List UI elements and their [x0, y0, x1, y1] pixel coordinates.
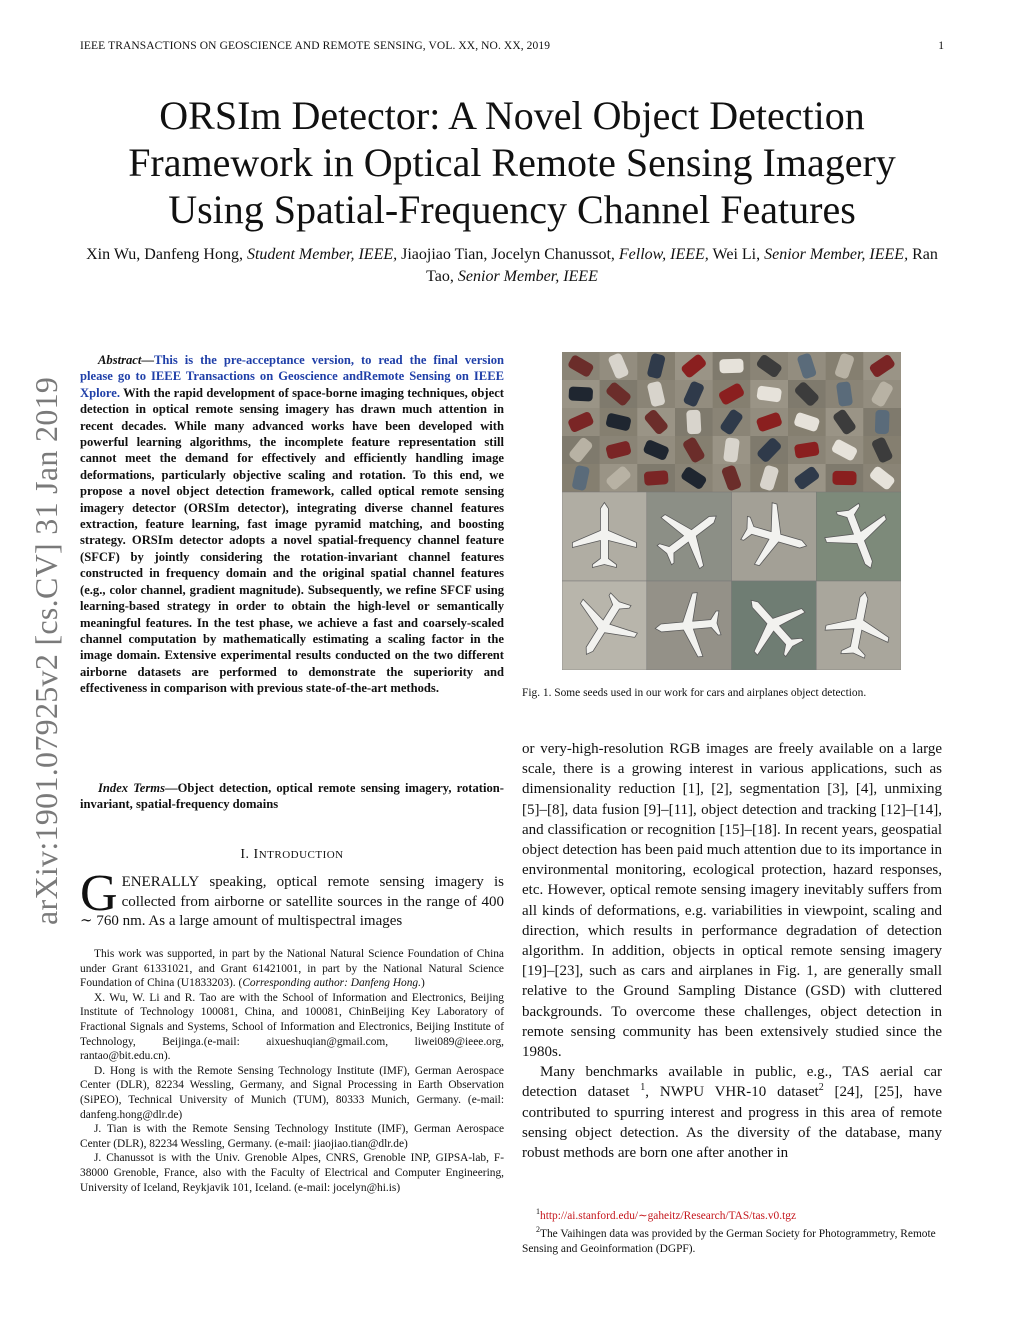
car-icon	[568, 386, 593, 401]
abstract-label: Abstract	[98, 353, 142, 367]
dropcap-letter: G	[80, 865, 118, 922]
affiliation-footnotes	[80, 947, 504, 1195]
airplane-tiles	[562, 490, 901, 670]
index-terms: Index Terms—Object detection, optical remote sensing imagery, rotation-invariant, spatial-frequency domains	[80, 781, 504, 812]
index-terms-label: Index Terms	[98, 781, 165, 795]
section-heading-introduction: I. INTRODUCTION	[240, 847, 344, 862]
abstract-body: With the rapid development of space-borne imaging techniques, object detection in optical remote sensing imagery has drawn much attention in recent decades. While many advanced works have been developed with powerful learning algorithms, the incomplete feature representation still cannot meet the demand for effectively and efficiently handling image deformations, particularly objective scaling and rotation. To this end, we propose a novel object detection framework, called optical remote sensing imagery detector (ORSIm detector), integrating diverse channel features extraction, feature learning, fast image pyramid matching, and boosting strategy. ORSIm detector adopts a novel spatial-frequency channel feature (SFCF) by jointly considering the rotation-invariant channel features constructed in frequency domain and the original spatial channel features (e.g., color channel, gradient magnitude). Subsequently, we refine SFCF using learning-based strategy in order to obtain the high-level or semantically meaningful features. In the test phase, we achieve a fast and coarsely-scaled channel computation by mathematically estimating a scaling factor in the image domain. Extensive experimental results conducted on the two different airborne datasets are performed to demonstrate the superiority and effectiveness in comparison with previous state-of-the-art methods.	[80, 385, 504, 696]
affiliation-footnote: J. Tian is with the Remote Sensing Technology Institute (IMF), German Aerospace Center (DLR), 82234 Wessling, Germany. (e-mail: jiaojiao.tian@dlr.de)	[80, 1123, 504, 1150]
title-line: Framework in Optical Remote Sensing Imagery	[128, 140, 896, 185]
figure-caption: Fig. 1. Some seeds used in our work for cars and airplanes object detection.	[522, 687, 867, 699]
abstract-notice-link[interactable]: This is the pre-acceptance version, to read the final version please go to IEEE Transactions on Geoscience andRemote Sensing on IEEE Xplore.	[80, 353, 504, 400]
footnote-2: $^2$The Vaihingen data was provided by the German Society for Photogrammetry, Remote Sensing and Geoinformation (DGPF).	[522, 1225, 936, 1255]
paper-title	[80, 92, 944, 233]
introduction-paragraph: GENERALLY speaking, optical remote sensing imagery is collected from airborne or satellite sources in the range of 400 ∼ 760 nm. As a large amount of multispectral images	[80, 865, 504, 930]
arxiv-identifier: arXiv:1901.07925v2 [cs.CV] 31 Jan 2019	[28, 376, 64, 925]
funding-footnote: This work was supported, in part by the National Natural Science Foundation of China under Grant 61331021, and Grant 61421001, in part by the National Natural Science Foundation of China (U1833203). (Corresponding author: Danfeng Hong.)	[80, 948, 504, 990]
tas-dataset-link[interactable]: http://ai.stanford.edu/∼gaheitz/Research/TAS/tas.v0.tgz	[540, 1209, 796, 1222]
body-paragraph: Many benchmarks available in public, e.g., TAS aerial car detection dataset $^1$, NWPU VHR-10 dataset$^2$ [24], [25], have contributed to spurring interest and progress in this area of remote sensing object detection. As the diversity of the database, many robust methods are born one after another in	[522, 1064, 942, 1162]
body-paragraph: or very-high-resolution RGB images are freely available on a large scale, there is a growing interest in various applications, such as dimensionality reduction [1], [2], segmentation [3], [4], unmixing [5]–[8], data fusion [9]–[11], object detection and tracking [12]–[14], and classification or recognition [15]–[18]. In recent years, geospatial object detection has been paid much attention due to its importance in environmental monitoring, ecological protection, hazard responses, etc. However, optical remote sensing imagery inevitably suffers from all kinds of deformations, e.g. variabilities in viewpoint, scaling and direction, which results in performance degradation of detection algorithm. In addition, objects in optical remote sensing imagery [19]–[23], such as cars and airplanes in Fig. 1, are generally small relative to the Ground Sampling Distance (GSD) with cluttered backgrounds. To overcome these challenges, object detection in remote sensing community has been extensively studied since the 1980s.	[522, 741, 942, 1061]
affiliation-footnote: J. Chanussot is with the Univ. Grenoble Alpes, CNRS, Grenoble INP, GIPSA-lab, F-38000 Grenoble, France, also with the Faculty of Electrical and Computer Engineering, University of Iceland, Reykjavik 101, Iceland. (e-mail: jocelyn@hi.is)	[80, 1152, 504, 1194]
running-head: IEEE TRANSACTIONS ON GEOSCIENCE AND REMOTE SENSING, VOL. XX, NO. XX, 2019	[80, 40, 551, 52]
car-icon	[832, 471, 856, 485]
abstract: Abstract—This is the pre-acceptance version, to read the final version please go to IEEE Transactions on Geoscience andRemote Sensing on IEEE Xplore. With the rapid development of space-borne imaging techniques, object detection in optical remote sensing imagery has drawn much attention in recent decades. While many advanced works have been developed with powerful learning algorithms, the incomplete feature representation still cannot meet the demand for effectively and efficiently handling image deformations, particularly objective scaling and rotation. To this end, we propose a novel object detection framework, called optical remote sensing imagery detector (ORSIm detector), integrating diverse channel features extraction, feature learning, fast image pyramid matching, and boosting strategy. ORSIm detector adopts a novel spatial-frequency channel feature (SFCF) by jointly considering the rotation-invariant channel features constructed in frequency domain and the original spatial channel features (e.g., color channel, gradient magnitude). Subsequently, we refine SFCF using learning-based strategy in order to obtain the high-level or semantically meaningful features. In the test phase, we achieve a fast and coarsely-scaled channel computation by mathematically estimating a scaling factor in the image domain. Extensive experimental results conducted on the two different airborne datasets are performed to demonstrate the superiority and effectiveness in comparison with previous state-of-the-art methods.	[80, 353, 504, 696]
car-icon	[719, 359, 743, 374]
car-icon	[686, 410, 701, 435]
index-terms-body: Object detection, optical remote sensing imagery, rotation-invariant, spatial-frequency domains	[80, 781, 504, 812]
page-number: 1	[938, 40, 944, 52]
car-tiles	[562, 352, 901, 492]
title-line: Using Spatial-Frequency Channel Features	[168, 187, 856, 232]
right-column-body	[522, 739, 942, 1163]
car-icon	[875, 410, 890, 434]
dataset-footnotes	[522, 1205, 942, 1256]
figure-seed-mosaic	[562, 352, 901, 670]
affiliation-footnote: X. Wu, W. Li and R. Tao are with the School of Information and Electronics, Beijing Institute of Technology 100081, China, and 100081, ChinBeijing Key Laboratory of Fractional Signals and Systems, School of Information and Electronics, Beijing Institute of Technology, Beijinga.(e-mail: aixueshuqian@gmail.com, liwei089@ieee.org, rantao@bit.edu.cn).	[80, 991, 504, 1063]
title-line: ORSIm Detector: A Novel Object Detection	[159, 93, 865, 138]
footnote-1: $^1$http://ai.stanford.edu/∼gaheitz/Research/TAS/tas.v0.tgz	[536, 1207, 796, 1222]
car-icon	[644, 470, 669, 486]
affiliation-footnote: D. Hong is with the Remote Sensing Technology Institute (IMF), German Aerospace Center (DLR), 82234 Wessling, Germany, and Signal Processing in Earth Observation (SiPEO), Technical University of Munich (TUM), 80333 Munich, Germany. (e-mail: danfeng.hong@dlr.de)	[80, 1064, 504, 1121]
author-list: Xin Wu, Danfeng Hong, Student Member, IEEE, Jiaojiao Tian, Jocelyn Chanussot, Fellow, IEEE, Wei Li, Senior Member, IEEE, Ran Tao, Senior Member, IEEE	[86, 246, 938, 285]
car-icon	[723, 437, 740, 463]
